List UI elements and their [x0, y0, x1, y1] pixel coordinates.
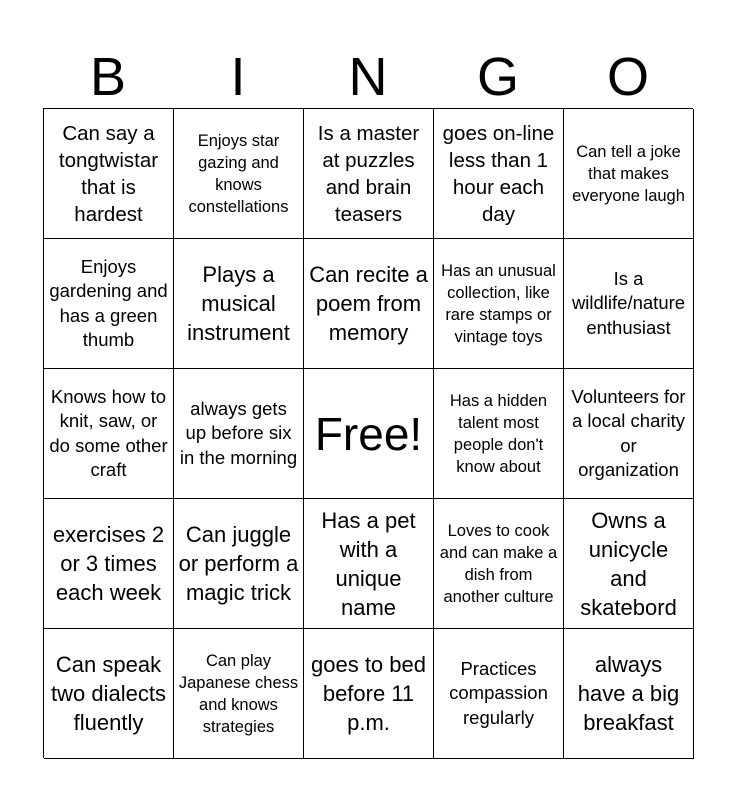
header-letter-n: N [348, 47, 388, 107]
cell-text: Can recite a poem from memory [309, 262, 428, 345]
bingo-card-grid [43, 108, 693, 758]
bingo-cell[interactable] [174, 369, 304, 499]
bingo-cell[interactable] [44, 369, 174, 499]
free-space-text: Free! [314, 407, 423, 460]
cell-text: goes to bed before 11 p.m. [311, 652, 426, 735]
bingo-cell[interactable] [174, 109, 304, 239]
cell-text: Has a pet with a unique name [321, 507, 416, 620]
cell-text: Can tell a joke that makes everyone laugh [572, 142, 685, 205]
cell-text: Practices compassion regularly [449, 657, 548, 728]
bingo-cell[interactable] [434, 369, 564, 499]
bingo-cell[interactable] [564, 369, 694, 499]
cell-text: Enjoys gardening and has a green thumb [49, 255, 168, 350]
bingo-cell[interactable] [434, 109, 564, 239]
bingo-cell[interactable] [564, 109, 694, 239]
cell-text: goes on-line less than 1 hour each day [442, 121, 555, 226]
cell-text: always gets up before six in the morning [179, 397, 298, 468]
bingo-cell[interactable] [304, 239, 434, 369]
bingo-cell[interactable] [434, 239, 564, 369]
bingo-cell[interactable] [434, 629, 564, 759]
bingo-cell[interactable] [174, 239, 304, 369]
cell-text: Knows how to knit, saw, or do some other craft [49, 385, 168, 480]
bingo-cell[interactable] [304, 499, 434, 629]
cell-text: Owns a unicycle and skatebord [580, 507, 677, 620]
bingo-cell[interactable] [44, 239, 174, 369]
cell-text: exercises 2 or 3 times each week [52, 522, 165, 605]
cell-text: Can speak two dialects fluently [51, 652, 166, 735]
bingo-cell[interactable] [174, 629, 304, 759]
cell-text: Has an unusual collection, like rare stamps or vintage toys [441, 261, 556, 346]
cell-text: always have a big breakfast [577, 652, 680, 735]
cell-text: Can juggle or perform a magic trick [178, 522, 299, 605]
cell-text: Volunteers for a local charity or organization [571, 385, 686, 480]
header-letter-b: B [89, 47, 127, 107]
bingo-cell[interactable] [564, 629, 694, 759]
bingo-cell[interactable] [44, 109, 174, 239]
header-letter-g: G [476, 47, 519, 107]
cell-text: Can say a tongtwistar that is hardest [58, 121, 159, 226]
bingo-cell[interactable] [304, 629, 434, 759]
bingo-cell[interactable] [44, 629, 174, 759]
cell-text: Is a master at puzzles and brain teasers [317, 121, 420, 226]
header-letter-o: O [606, 47, 649, 107]
cell-text: Can play Japanese chess and knows strategies [178, 651, 299, 736]
bingo-cell[interactable] [304, 109, 434, 239]
bingo-cell[interactable] [564, 499, 694, 629]
bingo-header [43, 42, 693, 108]
bingo-cell[interactable] [174, 499, 304, 629]
bingo-cell[interactable] [564, 239, 694, 369]
cell-text: Has a hidden talent most people don't know about [449, 391, 548, 476]
bingo-cell[interactable] [434, 499, 564, 629]
bingo-cell[interactable] [44, 499, 174, 629]
cell-text: Plays a musical instrument [187, 262, 290, 345]
cell-text: Loves to cook and can make a dish from another culture [439, 521, 558, 606]
header-letter-i: I [230, 47, 246, 107]
cell-text: Enjoys star gazing and knows constellations [188, 131, 289, 216]
cell-text: Is a wildlife/nature enthusiast [571, 267, 686, 338]
free-space-cell[interactable] [304, 369, 434, 499]
